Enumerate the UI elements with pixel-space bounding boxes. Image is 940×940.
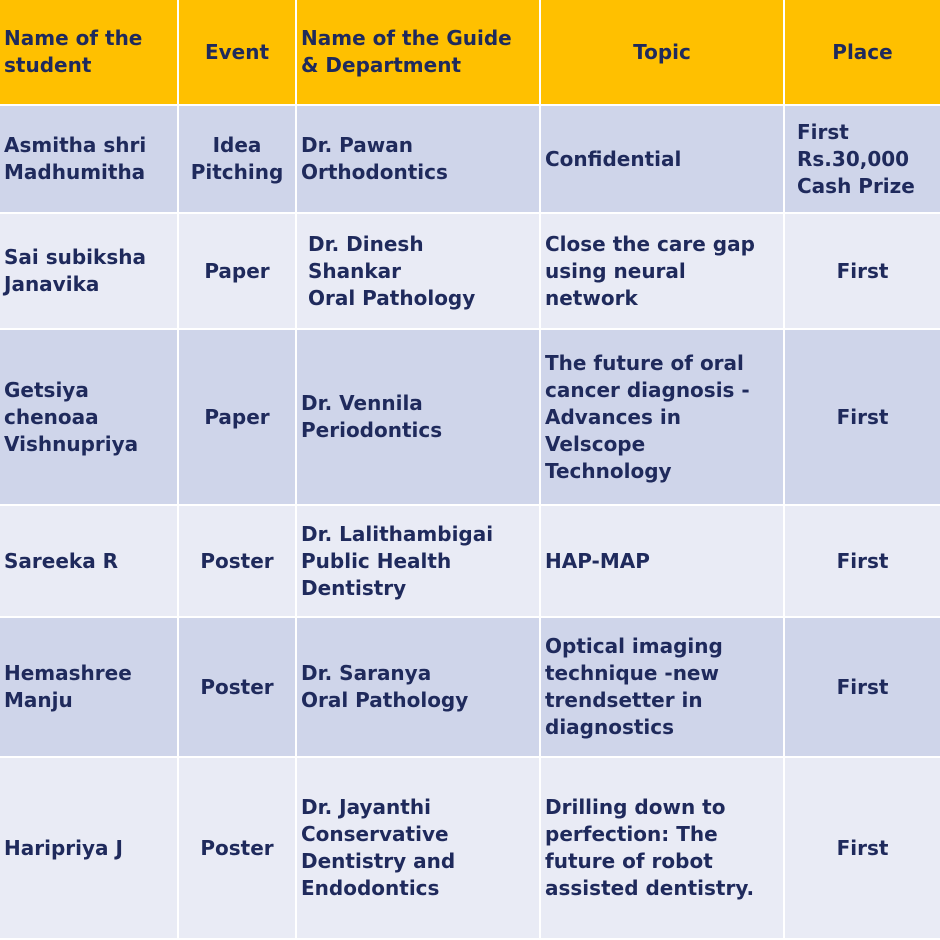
student-name-cell (0, 105, 178, 213)
header-topic-line: Topic (633, 39, 691, 64)
student-name-line: Hemashree (4, 661, 132, 685)
student-name-cell (0, 329, 178, 505)
table-row (0, 105, 940, 213)
topic-line: Optical imaging (545, 634, 723, 658)
place-cell (784, 505, 940, 617)
place-line: Cash Prize (797, 173, 915, 198)
guide-cell (296, 213, 540, 329)
place-line: First (836, 404, 889, 429)
topic-line: perfection: The (545, 822, 718, 846)
topic-line: Drilling down to (545, 795, 726, 819)
guide-line: Dr. Jayanthi (301, 795, 431, 819)
header-name (0, 0, 178, 105)
event-line: Poster (200, 674, 274, 699)
student-name-line: Janavika (4, 272, 100, 296)
event-line: Idea (212, 133, 262, 157)
student-name-line: Sai subiksha (4, 245, 146, 269)
event-line: Paper (204, 404, 270, 429)
topic-line: future of robot (545, 849, 713, 873)
topic-line: Advances in (545, 404, 681, 429)
guide-line: Dr. Lalithambigai (301, 521, 494, 546)
student-name-line: chenoaa (4, 404, 99, 429)
place-cell (784, 757, 940, 939)
event-line: Poster (200, 548, 274, 573)
guide-line: Shankar (308, 258, 402, 283)
event-cell (178, 329, 296, 505)
guide-line: Periodontics (301, 418, 443, 442)
guide-line: Conservative (301, 822, 449, 846)
topic-cell (540, 757, 784, 939)
topic-line: using neural (545, 258, 686, 283)
topic-line: network (545, 285, 638, 310)
guide-line: Dentistry and (301, 849, 456, 873)
table-header (0, 0, 940, 105)
header-place-line: Place (832, 39, 893, 64)
header-name-line: student (4, 53, 92, 77)
header-event (178, 0, 296, 105)
event-cell (178, 505, 296, 617)
topic-line: Confidential (545, 146, 682, 171)
table-row (0, 617, 940, 757)
place-cell (784, 329, 940, 505)
topic-line: cancer diagnosis - (545, 377, 750, 402)
guide-line: Oral Pathology (301, 688, 469, 712)
event-cell (178, 617, 296, 757)
guide-line: Dr. Pawan (301, 133, 414, 157)
guide-line: Orthodontics (301, 160, 448, 184)
guide-cell (296, 617, 540, 757)
student-name-line: Sareeka R (4, 548, 119, 573)
guide-line: Dr. Vennila (301, 391, 423, 415)
table-row (0, 329, 940, 505)
place-line: Rs.30,000 (797, 146, 910, 171)
student-name-cell (0, 505, 178, 617)
header-guide-line: & Department (301, 53, 462, 77)
place-line: First (797, 119, 849, 144)
topic-line: Technology (545, 458, 672, 483)
guide-line: Dr. Saranya (301, 661, 432, 685)
topic-cell (540, 329, 784, 505)
table-row (0, 213, 940, 329)
topic-line: diagnostics (545, 715, 675, 739)
place-cell (784, 213, 940, 329)
place-line: First (836, 548, 889, 573)
guide-cell (296, 105, 540, 213)
student-name-cell (0, 213, 178, 329)
student-name-cell (0, 757, 178, 939)
guide-line: Public Health (301, 548, 452, 573)
table-row (0, 757, 940, 939)
event-cell (178, 213, 296, 329)
header-name-line: Name of the (4, 26, 143, 50)
header-guide (296, 0, 540, 105)
topic-line: assisted dentistry. (545, 876, 755, 900)
topic-line: Close the care gap (545, 231, 755, 256)
topic-line: trendsetter in (545, 688, 703, 712)
student-name-line: Manju (4, 688, 73, 712)
event-line: Paper (204, 258, 270, 283)
student-name-line: Asmitha shri (4, 133, 147, 157)
header-row (0, 0, 940, 105)
event-cell (178, 757, 296, 939)
guide-line: Dentistry (301, 575, 407, 600)
student-name-cell (0, 617, 178, 757)
place-cell (784, 105, 940, 213)
student-name-line: Haripriya J (4, 835, 123, 860)
place-line: First (836, 835, 889, 860)
event-line: Pitching (190, 160, 284, 184)
topic-cell (540, 617, 784, 757)
topic-line: The future of oral (545, 350, 744, 375)
student-name-line: Vishnupriya (4, 431, 139, 456)
topic-line: technique -new (545, 661, 719, 685)
topic-cell (540, 505, 784, 617)
student-name-line: Madhumitha (4, 160, 146, 184)
guide-line: Dr. Dinesh (308, 231, 424, 256)
place-cell (784, 617, 940, 757)
topic-cell (540, 213, 784, 329)
student-name-line: Getsiya (4, 377, 89, 402)
topic-cell (540, 105, 784, 213)
table-body (0, 105, 940, 939)
guide-line: Oral Pathology (308, 285, 476, 310)
table-row (0, 505, 940, 617)
guide-cell (296, 329, 540, 505)
place-line: First (836, 258, 889, 283)
header-guide-line: Name of the Guide (301, 26, 512, 50)
topic-line: Velscope (545, 431, 646, 456)
place-line: First (836, 674, 889, 699)
event-line: Poster (200, 835, 274, 860)
header-place (784, 0, 940, 105)
event-cell (178, 105, 296, 213)
header-event-line: Event (204, 39, 270, 64)
header-topic (540, 0, 784, 105)
guide-cell (296, 505, 540, 617)
topic-line: HAP-MAP (545, 548, 650, 573)
guide-line: Endodontics (301, 876, 440, 900)
guide-cell (296, 757, 540, 939)
